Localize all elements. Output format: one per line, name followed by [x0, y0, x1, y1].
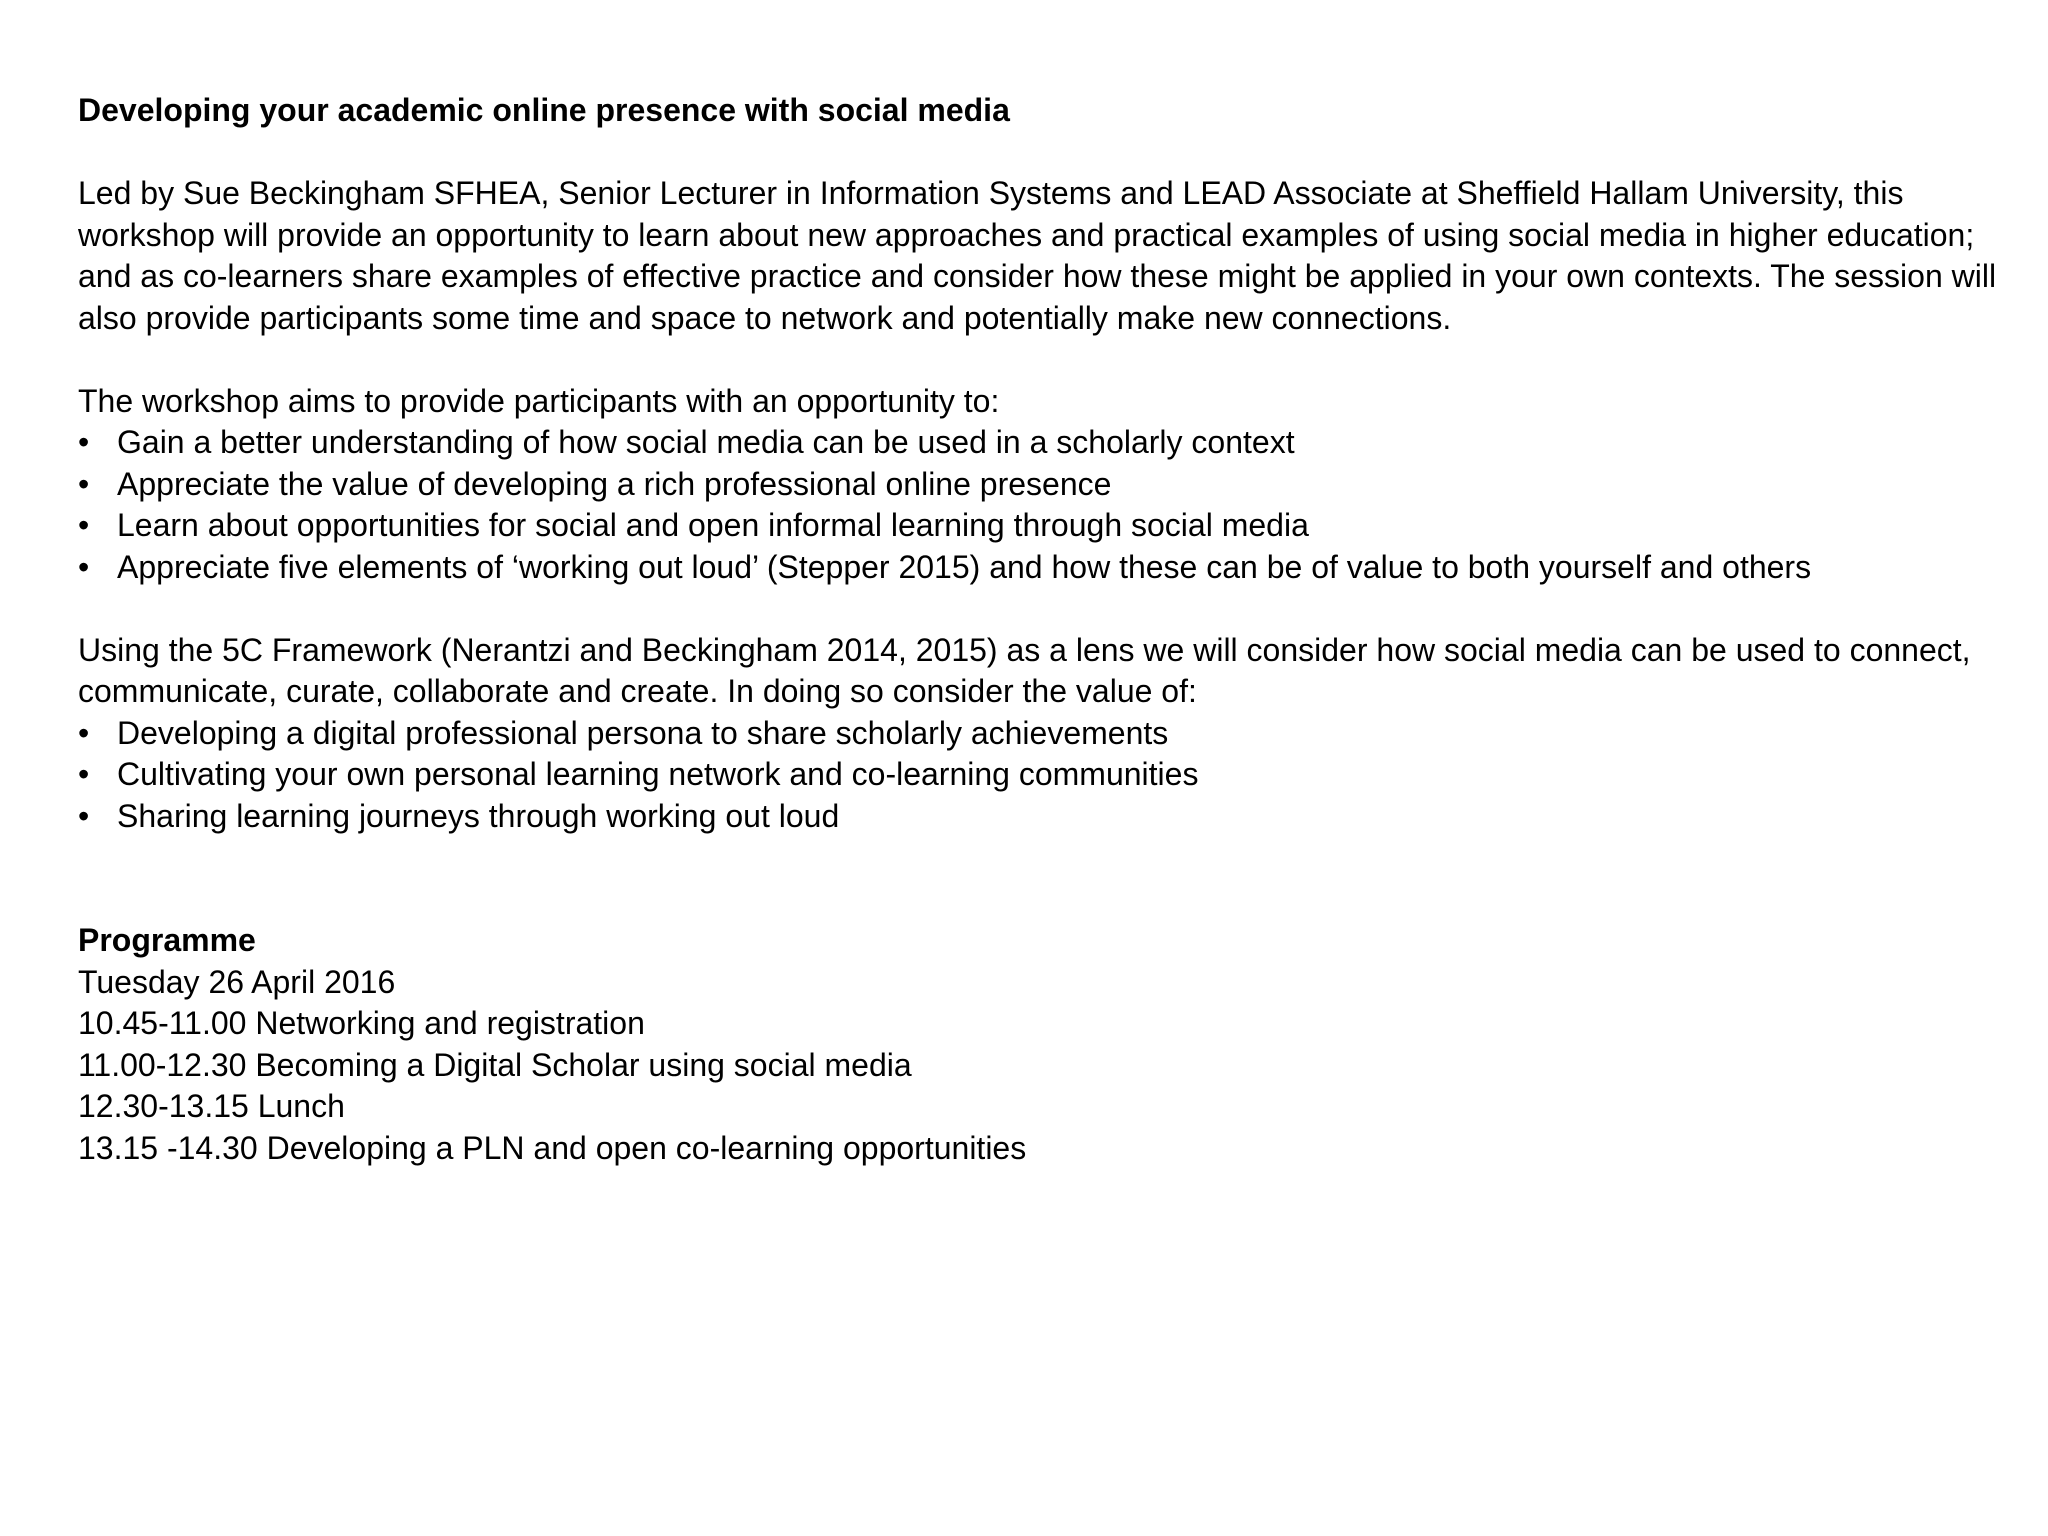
intro-paragraph: Led by Sue Beckingham SFHEA, Senior Lecturer in Information Systems and LEAD Associate at Sheffield Hallam University, this workshop will provide an opportunity to learn about new approaches and practical examples of using social media in higher education; and as co-learners share examples of effective practice and consider how these might be applied in your own contexts. The session will also provide participants some time and space to network and potentially make new connections. [78, 175, 1997, 336]
bullet-icon: • [78, 756, 90, 792]
list-item [78, 754, 1998, 796]
aims-lead: The workshop aims to provide participants with an opportunity to: [78, 382, 1000, 419]
programme-entry: 11.00-12.30 Becoming a Digital Scholar using social media [78, 1046, 912, 1083]
list-item [78, 547, 1998, 589]
aims-list [78, 422, 1998, 588]
bullet-icon: • [78, 548, 90, 585]
bullet-icon: • [78, 507, 90, 543]
programme-date: Tuesday 26 April 2016 [78, 963, 396, 1000]
spacer [78, 588, 1998, 630]
spacer [78, 339, 1998, 381]
list-item-text: Developing a digital professional persona to share scholarly achievements [117, 714, 1169, 751]
framework-lead: Using the 5C Framework (Nerantzi and Beckingham 2014, 2015) as a lens we will consider how social media can be used to connect, communicate, curate, collaborate and create. In doing so consider the value of: [78, 631, 1971, 709]
spacer [78, 132, 1998, 174]
programme-entry: 13.15 -14.30 Developing a PLN and open co-learning opportunities [78, 1129, 1027, 1166]
bullet-icon: • [78, 424, 90, 460]
list-item-text: Appreciate five elements of ‘working out loud’ (Stepper 2015) and how these can be of value to both yourself and others [117, 548, 1812, 585]
list-item-text: Gain a better understanding of how social media can be used in a scholarly context [117, 424, 1295, 460]
list-item [78, 796, 1998, 838]
list-item [78, 422, 1998, 464]
list-item-text: Learn about opportunities for social and open informal learning through social media [117, 507, 1309, 543]
list-item-text: Cultivating your own personal learning network and co-learning communities [117, 756, 1199, 792]
list-item-text: Sharing learning journeys through working out loud [117, 797, 840, 834]
document-title: Developing your academic online presence with social media [78, 92, 1010, 128]
list-item [78, 464, 1998, 506]
bullet-icon: • [78, 714, 90, 751]
programme-entry: 12.30-13.15 Lunch [78, 1088, 345, 1124]
bullet-icon: • [78, 797, 90, 834]
list-item-text: Appreciate the value of developing a rich professional online presence [117, 465, 1112, 502]
framework-list [78, 713, 1998, 838]
document-page [78, 90, 1998, 1169]
list-item [78, 713, 1998, 755]
list-item [78, 505, 1998, 547]
bullet-icon: • [78, 465, 90, 502]
programme-entry: 10.45-11.00 Networking and registration [78, 1005, 645, 1041]
programme-heading: Programme [78, 922, 256, 958]
spacer [78, 837, 1998, 920]
